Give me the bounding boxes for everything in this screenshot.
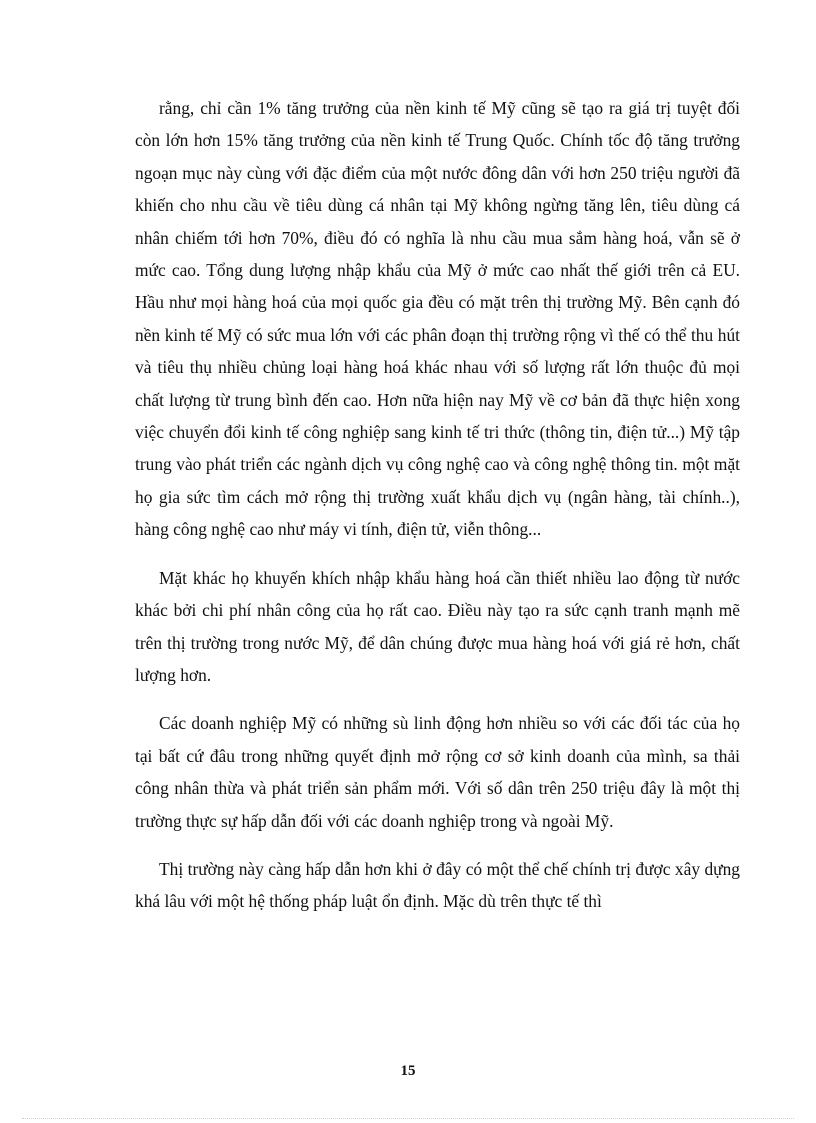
paragraph-3: Các doanh nghiệp Mỹ có những sù linh động hơn nhiều so với các đối tác của họ tại bất cứ đâu trong những quyết định mở rộng cơ sở kinh doanh của mình, sa thải công nhân thừa và phát triển sản phẩm mới. Với số dân trên 250 triệu đây là một thị trường thực sự hấp dẫn đối với các doanh nghiệp trong và ngoài Mỹ. [135,713,740,831]
page-number: 15 [400,1063,416,1079]
page-bottom-divider [22,1118,794,1119]
body-text [135,92,740,918]
paragraph-4: Thị trường này càng hấp dẫn hơn khi ở đây có một thể chế chính trị được xây dựng khá lâu với một hệ thống pháp luật ổn định. Mặc dù trên thực tế thì [135,858,740,912]
paragraph-1: rằng, chỉ cần 1% tăng trưởng của nền kinh tế Mỹ cũng sẽ tạo ra giá trị tuyệt đối còn lớn hơn 15% tăng trưởng của nền kinh tế Trung Quốc. Chính tốc độ tăng trưởng ngoạn mục này cùng với đặc điểm của một nước đông dân với hơn 250 triệu người đã khiến cho nhu cầu về tiêu dùng cá nhân tại Mỹ không ngừng tăng lên, tiêu dùng cá nhân chiếm tới hơn 70%, điều đó có nghĩa là nhu cầu mua sắm hàng hoá, vẫn sẽ ở mức cao. Tổng dung lượng nhập khẩu của Mỹ ở mức cao nhất thế giới trên cả EU. Hầu như mọi hàng hoá của mọi quốc gia đều có mặt trên thị trường Mỹ. Bên cạnh đó nền kinh tế Mỹ có sức mua lớn với các phân đoạn thị trường rộng vì thế có thể thu hút và tiêu thụ nhiều chủng loại hàng hoá khác nhau với số lượng rất lớn thuộc đủ mọi chất lượng từ trung bình đến cao. Hơn nữa hiện nay Mỹ về cơ bản đã thực hiện xong việc chuyển đổi kinh tế công nghiệp sang kinh tế tri thức (thông tin, điện tử...) Mỹ tập trung vào phát triển các ngành dịch vụ công nghệ cao và công nghệ thông tin. một mặt họ gia sức tìm cách mở rộng thị trường xuất khẩu dịch vụ (ngân hàng, tài chính..), hàng công nghệ cao như máy vi tính, điện tử, viễn thông... [135,98,740,540]
paragraph-2: Mặt khác họ khuyến khích nhập khẩu hàng hoá cần thiết nhiều lao động từ nước khác bởi chi phí nhân công của họ rất cao. Điều này tạo ra sức cạnh tranh mạnh mẽ trên thị trường trong nước Mỹ, để dân chúng được mua hàng hoá với giá rẻ hơn, chất lượng hơn. [135,567,740,685]
